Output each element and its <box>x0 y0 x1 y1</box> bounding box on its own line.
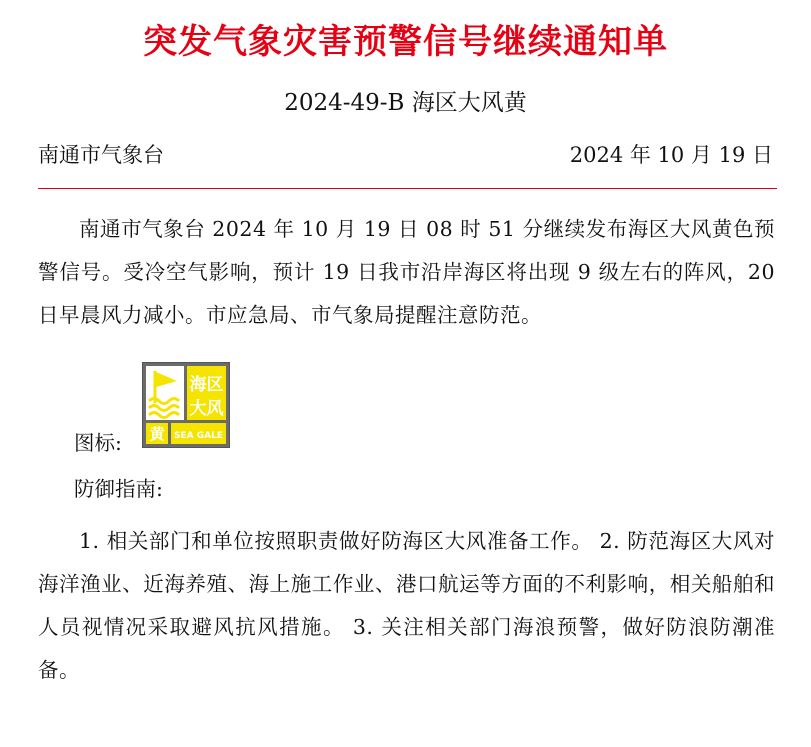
badge-cn-top: 海区 <box>189 375 224 395</box>
guide-text: 1. 相关部门和单位按照职责做好防海区大风准备工作。 2. 防范海区大风对海洋渔业、近海养殖、海上施工作业、港口航运等方面的不利影响，相关船舶和人员视情况采取避风抗风措施。 3. 关注相关部门海浪预警，做好防浪防潮准备。 <box>38 529 775 682</box>
issuer-name: 南通市气象台 <box>38 143 164 167</box>
badge-level: 黄 <box>149 425 165 443</box>
icon-label: 图标: <box>74 431 122 455</box>
issue-date: 2024 年 10 月 19 日 <box>569 143 773 167</box>
notice-code: 2024-49-B 海区大风黄 <box>284 90 527 116</box>
badge-en: SEA GALE <box>174 431 223 441</box>
sea-gale-yellow-warning-icon <box>142 362 230 448</box>
warning-paragraph: 南通市气象台 2024 年 10 月 19 日 08 时 51 分继续发布海区大风黄色预警信号。受冷空气影响，预计 19 日我市沿岸海区将出现 9 级左右的阵风，20 日早晨风力减小。市应急局、市气象局提醒注意防范。 <box>38 217 775 327</box>
guide-label: 防御指南: <box>74 477 163 501</box>
badge-cn-bottom: 大风 <box>189 399 224 419</box>
notice-title: 突发气象灾害预警信号继续通知单 <box>143 22 668 62</box>
red-divider <box>38 188 777 189</box>
